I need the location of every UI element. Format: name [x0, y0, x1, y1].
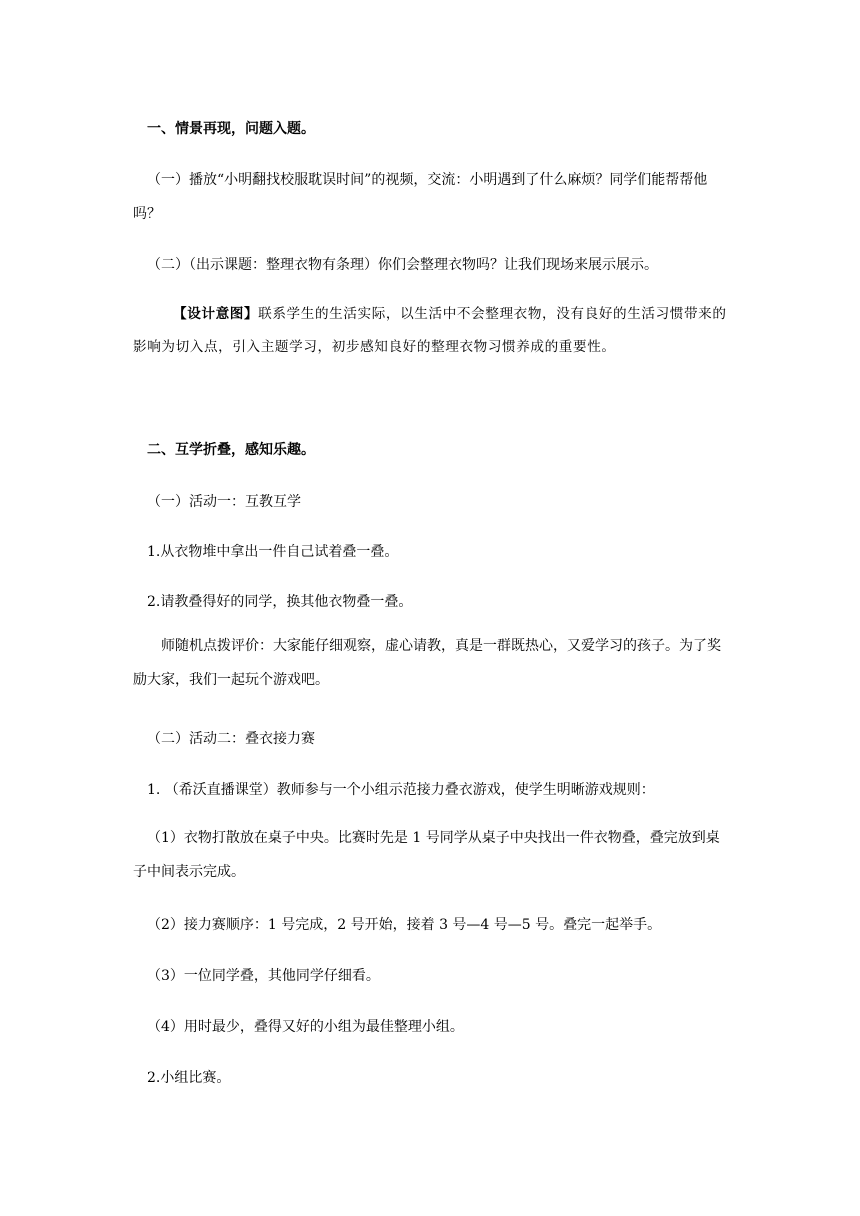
activity2-item-1: 1. （希沃直播课堂）教师参与一个小组示范接力叠衣游戏，使学生明晰游戏规则：	[147, 782, 655, 798]
teacher-comment: 师随机点拨评价：大家能仔细观察，虚心请教，真是一群既热心，又爱学习的孩子。为了奖励大家，我们一起玩个游戏吧。	[133, 638, 721, 688]
rule-1: （1）衣物打散放在桌子中央。比赛时先是 1 号同学从桌子中央找出一件衣物叠，叠完放到桌子中间表示完成。	[133, 830, 720, 880]
rule-2: （2）接力赛顺序：1 号完成，2 号开始，接着 3 号—4 号—5 号。叠完一起举手。	[147, 917, 662, 933]
activity2-item-2: 2.小组比赛。	[147, 1070, 231, 1086]
design-intent-label: 【设计意图】	[173, 306, 259, 322]
section1-paragraph-1: （一）播放“小明翻找校服耽误时间”的视频，交流：小明遇到了什么麻烦？同学们能帮帮他吗？	[133, 172, 708, 222]
design-intent-paragraph	[133, 298, 733, 364]
activity2-title: （二）活动二：叠衣接力赛	[147, 731, 315, 747]
rule-3: （3）一位同学叠，其他同学仔细看。	[147, 968, 380, 984]
activity1-item-2: 2.请教叠得好的同学，换其他衣物叠一叠。	[147, 594, 413, 610]
rule-4: （4）用时最少，叠得又好的小组为最佳整理小组。	[147, 1019, 464, 1035]
section1-heading: 一、情景再现，问题入题。	[147, 121, 315, 137]
design-intent-text: 联系学生的生活实际，以生活中不会整理衣物，没有良好的生活习惯带来的影响为切入点，引入主题学习，初步感知良好的整理衣物习惯养成的重要性。	[133, 306, 727, 355]
section2-heading: 二、互学折叠，感知乐趣。	[147, 442, 315, 458]
section1-paragraph-2: （二）（出示课题：整理衣物有条理）你们会整理衣物吗？让我们现场来展示展示。	[147, 257, 658, 273]
activity1-title: （一）活动一：互教互学	[147, 494, 301, 510]
activity1-item-1: 1.从衣物堆中拿出一件自己试着叠一叠。	[147, 544, 399, 560]
